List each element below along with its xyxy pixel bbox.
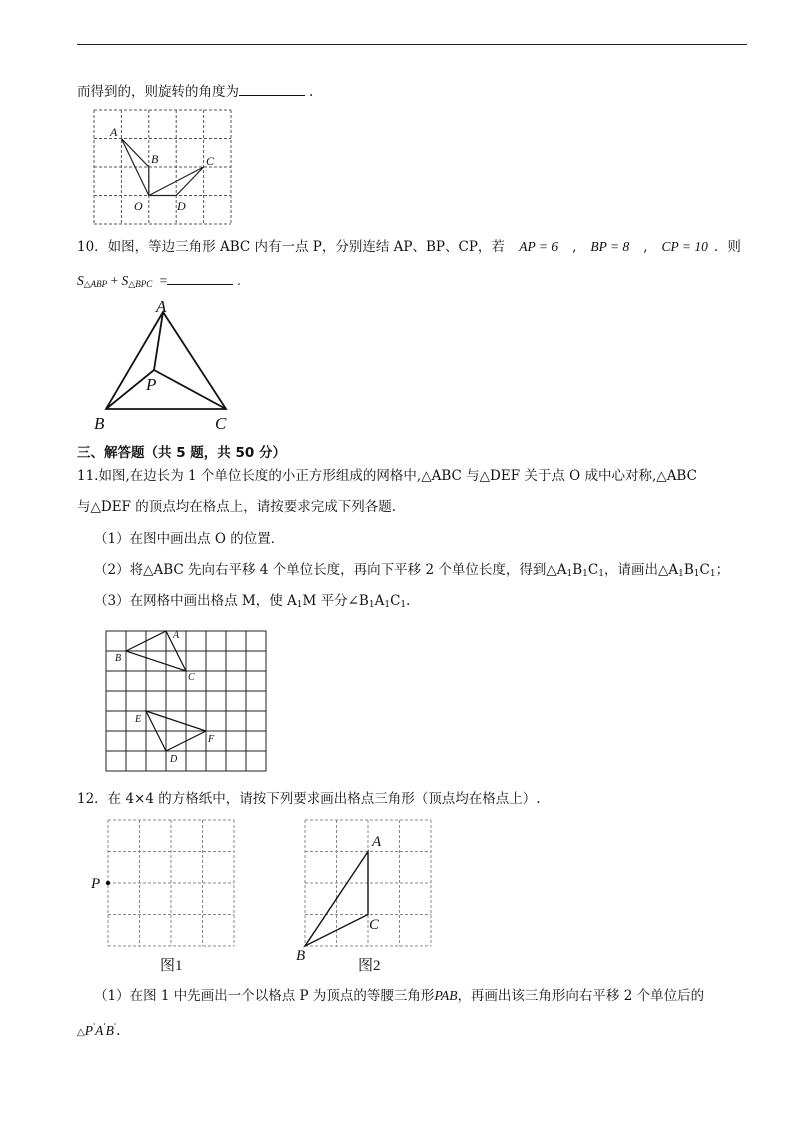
q11-line2: 与△DEF 的顶点均在格点上，请按要求完成下列各题． <box>77 499 406 515</box>
figure-q9 <box>94 110 234 226</box>
figure-q12-1 <box>88 818 238 978</box>
q10-eq: = <box>159 273 168 288</box>
q10-line1: 10．如图，等边三角形 ABC 内有一点 P，分别连结 AP、BP、CP，若 AP = 6 , BP = 8 , CP = 10 ．则 <box>77 239 741 255</box>
fig11-label-C: C <box>188 672 195 683</box>
q10-ap: AP = 6 <box>519 239 559 254</box>
q11-p2g: ； <box>715 562 730 578</box>
q10-answer-blank[interactable] <box>167 270 233 285</box>
q12-p-prime-P: P <box>84 1023 93 1038</box>
q11-p2d: ，请画出△A <box>603 562 679 578</box>
fig11-label-F: F <box>208 734 215 745</box>
q12-p-prime-A: A <box>95 1023 104 1038</box>
q11-line1: 11.如图,在边长为 1 个单位长度的小正方形组成的网格中,△ABC 与△DEF 关于点 O 成中心对称,△ABC <box>77 468 697 484</box>
fig10-label-C: C <box>215 414 227 433</box>
q11-sub-1e: 1 <box>693 569 700 579</box>
q12-prime-2: ' <box>103 1022 106 1031</box>
q11-p3a: （3）在网格中画出格点 M，使 A <box>94 593 297 609</box>
q11-p2a: （2）将△ABC 先向右平移 4 个单位长度，再向下平移 2 个单位长度，得到△A <box>94 562 567 578</box>
q11-part1: （1）在图中画出点 O 的位置． <box>94 531 285 547</box>
q11-p3e: ． <box>406 593 420 609</box>
header-rule <box>77 44 747 45</box>
q11-sub-3b: 1 <box>368 600 375 610</box>
q11-p2e: B <box>683 562 694 578</box>
fig12-label-B: B <box>296 948 306 964</box>
q10-text: 10．如图，等边三角形 ABC 内有一点 P，分别连结 AP、BP、CP，若 <box>77 239 505 255</box>
q10-s2-sub: △BPC <box>128 279 153 289</box>
q10-plus: + <box>110 273 119 288</box>
fig12-caption-2: 图2 <box>358 958 381 974</box>
q11-sub-3c: 1 <box>384 600 391 610</box>
fig9-label-O: O <box>134 199 143 213</box>
q12-p1-pab: PAB <box>434 988 458 1003</box>
point-P <box>106 881 110 885</box>
q11-sub-3d: 1 <box>400 600 407 610</box>
fig9-label-B: B <box>151 152 159 166</box>
q10-s2: S <box>121 273 129 288</box>
segment-CP <box>154 370 226 409</box>
fig12-label-A: A <box>372 834 382 850</box>
fig10-label-A: A <box>156 297 167 316</box>
q9-answer-blank[interactable] <box>239 81 305 96</box>
q11-p3d: C <box>390 593 401 609</box>
q11-p3b: M 平分∠B <box>302 593 369 609</box>
q12-line1: 12．在 4×4 的方格纸中，请按下列要求画出格点三角形（顶点均在格点上）. <box>77 791 541 807</box>
q11-sub-1b: 1 <box>582 569 588 579</box>
q9-tail-text: 而得到的，则旋转的角度为 <box>77 84 239 100</box>
q10-then: ．则 <box>713 239 741 255</box>
q12-part1-line1 <box>94 987 704 1005</box>
q11-p2c: C <box>587 562 599 578</box>
q11-part3 <box>94 592 420 614</box>
q10-line2 <box>77 270 241 293</box>
q12-p-prime-B: B <box>105 1023 114 1038</box>
q10-end: . <box>237 273 241 288</box>
figure-q12-2 <box>292 818 442 978</box>
fig10-label-P: P <box>146 375 157 394</box>
fig9-label-A: A <box>110 125 118 139</box>
figure-q10 <box>94 298 244 433</box>
fig11-label-B: B <box>115 653 122 664</box>
q11-sub-1a: 1 <box>566 569 573 579</box>
q12-triangle-symbol: △ <box>77 1027 85 1038</box>
q12-p1c: ，再画出该三角形向右平移 2 个单位后的 <box>457 988 705 1004</box>
fig12-label-C: C <box>369 917 380 933</box>
q9-end: . <box>309 84 314 100</box>
fig12-caption-1: 图1 <box>160 958 183 974</box>
q10-s1: S <box>77 273 84 288</box>
q9-tail-line <box>77 81 313 101</box>
q11-sub-3a: 1 <box>296 600 303 610</box>
fig9-label-C: C <box>206 154 215 168</box>
q11-p2f: C <box>699 562 710 578</box>
q10-cp: CP = 10 <box>661 239 708 254</box>
q12-part1-line2 <box>77 1018 120 1042</box>
fig10-label-B: B <box>94 414 105 433</box>
q11-sub-1f: 1 <box>709 569 716 579</box>
q12-p1-end: . <box>116 1023 121 1039</box>
q11-sub-1c: 1 <box>598 569 604 579</box>
fig11-label-A: A <box>173 630 180 641</box>
q12-p1a: （1）在图 1 中先画出一个以格点 P 为顶点的等腰三角形 <box>94 988 435 1004</box>
figure-q11 <box>106 631 268 773</box>
fig11-label-E: E <box>135 714 142 725</box>
q11-sub-1d: 1 <box>678 569 684 579</box>
fig11-label-D: D <box>170 754 178 765</box>
q11-part2 <box>94 561 729 583</box>
fig12-label-P: P <box>91 876 101 892</box>
section-3-title: 三、解答题（共 5 题，共 50 分） <box>77 445 286 461</box>
q12-prime-3: ' <box>113 1022 117 1031</box>
fig9-label-D: D <box>177 199 186 213</box>
q12-prime-1: ' <box>92 1022 96 1031</box>
q11-p3c: A <box>374 593 385 609</box>
q10-s1-sub: △ABP <box>83 279 108 289</box>
q11-p2b: B <box>572 562 583 578</box>
q10-bp: BP = 8 <box>590 239 630 254</box>
